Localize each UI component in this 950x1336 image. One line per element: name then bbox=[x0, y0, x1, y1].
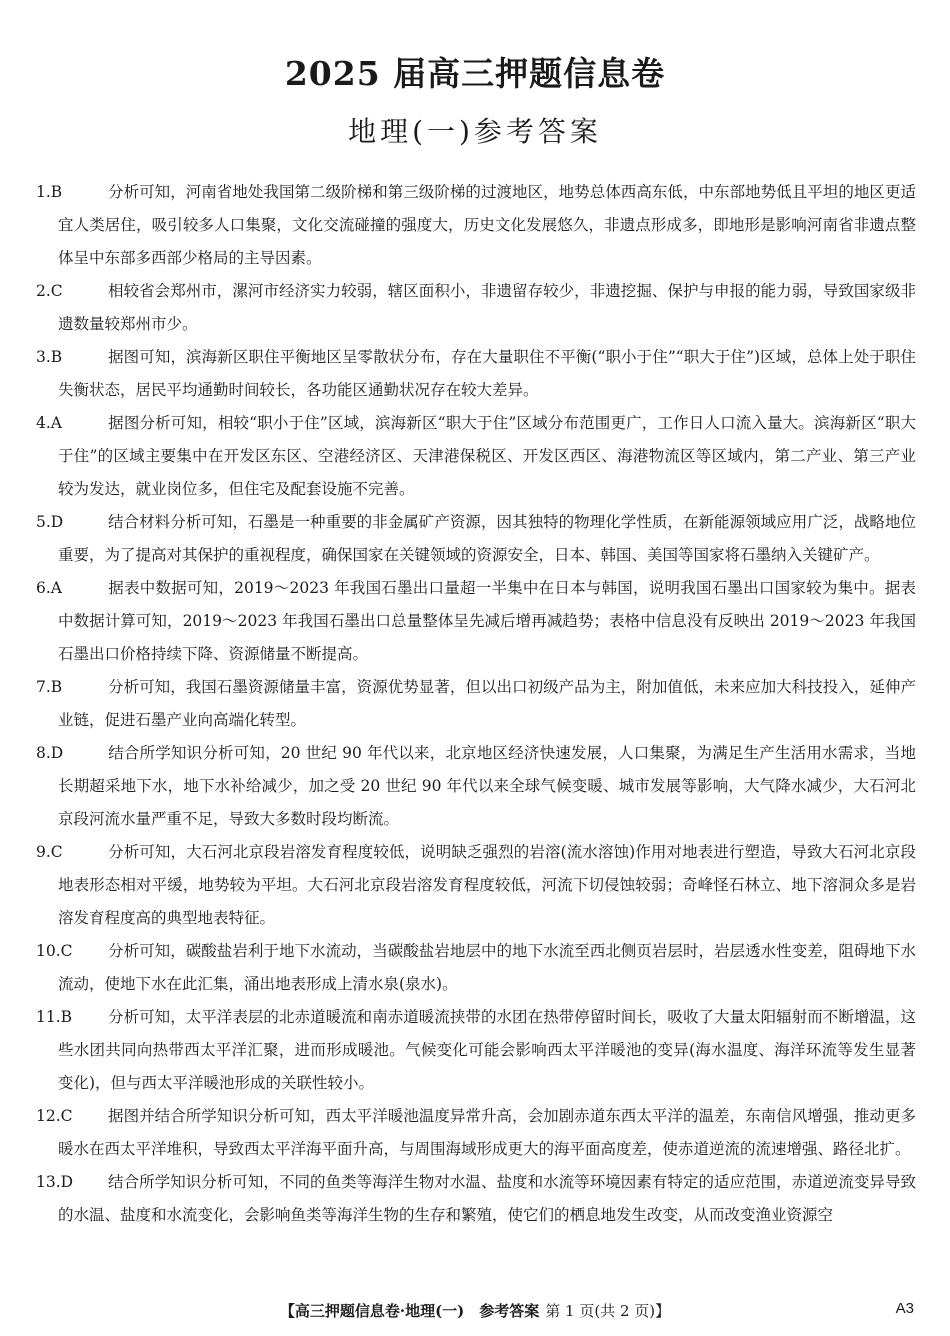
answer-item bbox=[36, 737, 916, 836]
answer-item bbox=[36, 935, 916, 1001]
answer-choice: D bbox=[50, 744, 64, 762]
answer-choice: C bbox=[60, 942, 73, 960]
answer-choice: B bbox=[50, 348, 63, 366]
answer-choice: D bbox=[60, 1173, 74, 1191]
answer-item bbox=[36, 275, 916, 341]
answer-item bbox=[36, 1001, 916, 1100]
answer-item bbox=[36, 407, 916, 506]
question-number: 13. bbox=[36, 1173, 61, 1191]
answer-choice: A bbox=[50, 579, 62, 597]
answer-choice: C bbox=[50, 843, 63, 861]
question-number: 10. bbox=[36, 942, 61, 960]
answer-explanation: 分析可知，河南省地处我国第二级阶梯和第三级阶梯的过渡地区，地势总体西高东低，中东部地势低且平坦的地区更适宜人类居住，吸引较多人口集聚，文化交流碰撞的强度大，历史文化发展悠久，非遗点形成多，即地形是影响河南省非遗点整体呈中东部多西部少格局的主导因素。 bbox=[58, 183, 916, 267]
answer-list bbox=[36, 176, 916, 1232]
answer-explanation: 分析可知，碳酸盐岩利于地下水流动，当碳酸盐岩地层中的地下水流至西北侧页岩层时，岩层透水性变差，阻碍地下水流动，使地下水在此汇集，涌出地表形成上清水泉(泉水)。 bbox=[58, 942, 916, 993]
answer-choice: C bbox=[60, 1107, 73, 1125]
answer-item bbox=[36, 572, 916, 671]
answer-explanation: 结合所学知识分析可知，不同的鱼类等海洋生物对水温、盐度和水流等环境因素有特定的适应范围，赤道逆流变异导致的水温、盐度和水流变化，会影响鱼类等海洋生物的生存和繁殖，使它们的栖息地发生改变，从而改变渔业资源空 bbox=[58, 1173, 916, 1224]
question-number: 8. bbox=[36, 744, 51, 762]
answer-explanation: 结合所学知识分析可知，20 世纪 90 年代以来，北京地区经济快速发展，人口集聚，为满足生产生活用水需求，当地长期超采地下水，地下水补给减少，加之受 20 世纪 90 年代以来全球气候变暖、城市发展等影响，大气降水减少，大石河北京段河流水量严重不足，导致大多数时段均断流。 bbox=[58, 744, 916, 828]
question-number: 12. bbox=[36, 1107, 61, 1125]
answer-explanation: 分析可知，我国石墨资源储量丰富，资源优势显著，但以出口初级产品为主，附加值低，未来应加大科技投入，延伸产业链，促进石墨产业向高端化转型。 bbox=[58, 678, 916, 729]
answer-item bbox=[36, 506, 916, 572]
answer-choice: C bbox=[50, 282, 63, 300]
answer-explanation: 结合材料分析可知，石墨是一种重要的非金属矿产资源，因其独特的物理化学性质，在新能源领域应用广泛，战略地位重要，为了提高对其保护的重视程度，确保国家在关键领域的资源安全，日本、韩国、美国等国家将石墨纳入关键矿产。 bbox=[58, 513, 916, 564]
answer-explanation: 分析可知，大石河北京段岩溶发育程度较低，说明缺乏强烈的岩溶(流水溶蚀)作用对地表进行塑造，导致大石河北京段地表形态相对平缓，地势较为平坦。大石河北京段岩溶发育程度较低，河流下切侵蚀较弱；奇峰怪石林立、地下溶洞众多是岩溶发育程度高的典型地表特征。 bbox=[58, 843, 916, 927]
answer-item bbox=[36, 836, 916, 935]
question-number: 1. bbox=[36, 183, 51, 201]
answer-choice: A bbox=[50, 414, 62, 432]
answer-item bbox=[36, 341, 916, 407]
paper-size-code: A3 bbox=[895, 1300, 914, 1317]
answer-choice: B bbox=[50, 678, 63, 696]
answer-explanation: 据图并结合所学知识分析可知，西太平洋暖池温度异常升高，会加剧赤道东西太平洋的温差，东南信风增强，推动更多暖水在西太平洋堆积，导致西太平洋海平面升高，与周围海域形成更大的海平面高度差，使赤道逆流的流速增强、路径北扩。 bbox=[58, 1107, 916, 1158]
question-number: 7. bbox=[36, 678, 51, 696]
question-number: 11. bbox=[36, 1008, 61, 1026]
question-number: 5. bbox=[36, 513, 51, 531]
answer-explanation: 据图分析可知，相较“职小于住”区域，滨海新区“职大于住”区域分布范围更广，工作日人口流入量大。滨海新区“职大于住”的区域主要集中在开发区东区、空港经济区、天津港保税区、开发区西区、海港物流区等区域内，第二产业、第三产业较为发达，就业岗位多，但住宅及配套设施不完善。 bbox=[58, 414, 916, 498]
answer-item bbox=[36, 176, 916, 275]
question-number: 9. bbox=[36, 843, 51, 861]
answer-choice: B bbox=[60, 1008, 73, 1026]
answer-choice: B bbox=[50, 183, 63, 201]
answer-explanation: 分析可知，太平洋表层的北赤道暖流和南赤道暖流挟带的水团在热带停留时间长，吸收了大量太阳辐射而不断增温，这些水团共同向热带西太平洋汇聚，进而形成暖池。气候变化可能会影响西太平洋暖池的变异(海水温度、海洋环流等发生显著变化)，但与西太平洋暖池形成的关联性较小。 bbox=[58, 1008, 916, 1092]
answer-explanation: 据表中数据可知，2019～2023 年我国石墨出口量超一半集中在日本与韩国，说明我国石墨出口国家较为集中。据表中数据计算可知，2019～2023 年我国石墨出口总量整体呈先减后增再减趋势；表格中信息没有反映出 2019～2023 年我国石墨出口价格持续下降、资源储量不断提高。 bbox=[58, 579, 916, 663]
footer-label: 【高三押题信息卷·地理(一) 参考答案 bbox=[279, 1302, 540, 1320]
answer-item bbox=[36, 1100, 916, 1166]
document-subtitle: 地理(一)参考答案 bbox=[348, 115, 602, 148]
answer-choice: D bbox=[50, 513, 64, 531]
answer-explanation: 相较省会郑州市，漯河市经济实力较弱，辖区面积小，非遗留存较少，非遗挖掘、保护与申报的能力弱，导致国家级非遗数量较郑州市少。 bbox=[58, 282, 916, 333]
answer-explanation: 据图可知，滨海新区职住平衡地区呈零散状分布，存在大量职住不平衡(“职小于住”“职大于住”)区域，总体上处于职住失衡状态，居民平均通勤时间较长，各功能区通勤状况存在较大差异。 bbox=[58, 348, 916, 399]
answer-item bbox=[36, 671, 916, 737]
question-number: 2. bbox=[36, 282, 51, 300]
document-title: 2025 届高三押题信息卷 bbox=[284, 54, 666, 93]
question-number: 4. bbox=[36, 414, 51, 432]
page-number: 第 1 页(共 2 页)】 bbox=[545, 1302, 671, 1320]
answer-item bbox=[36, 1166, 916, 1232]
question-number: 3. bbox=[36, 348, 51, 366]
question-number: 6. bbox=[36, 579, 51, 597]
page-footer bbox=[0, 1300, 950, 1321]
